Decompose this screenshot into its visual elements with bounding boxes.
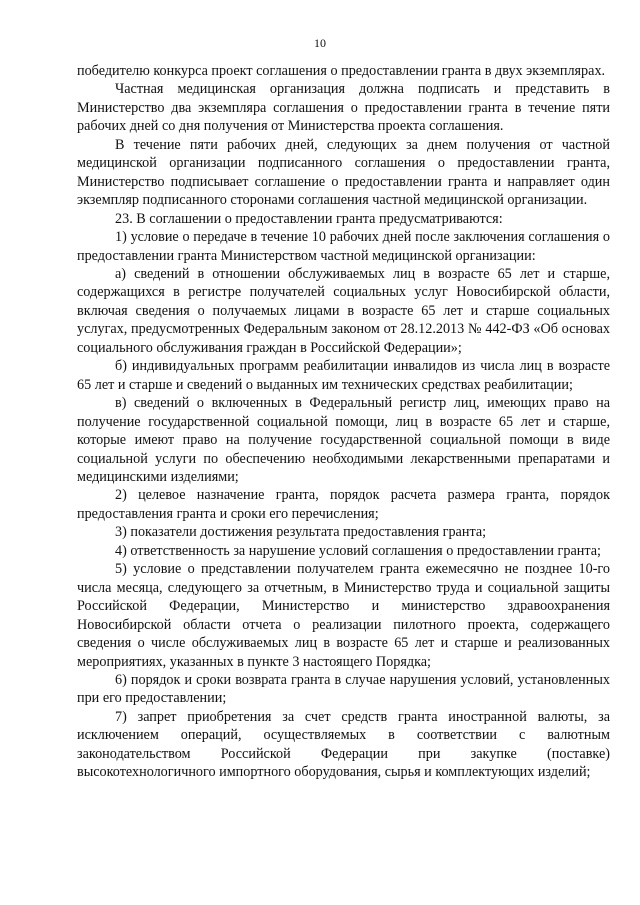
list-item: 2) целевое назначение гранта, порядок расчета размера гранта, порядок предоставления гранта и сроки его перечисления; [77,487,610,522]
page-number: 10 [314,36,326,50]
list-subitem: в) сведений о включенных в Федеральный регистр лиц, имеющих право на получение государственной социальной помощи, лиц в возрасте 65 лет и старше, которые имеют право на получение государственной социальной помощи в виде социальной услуги по обеспечению необходимыми лекарственными препаратами и медицинскими изделиями; [77,395,610,485]
list-item: 6) порядок и сроки возврата гранта в случае нарушения условий, установленных при его предоставлении; [77,671,610,707]
list-item: 7) запрет приобретения за счет средств гранта иностранной валюты, за исключением операций, осуществляемых в соответствии с валютным законодательством Российской Федерации при закупке (поставке) высокотехнологичного импортного оборудования, сырья и комплектующих изделий; [77,708,610,781]
paragraph: победителю конкурса проект соглашения о предоставлении гранта в двух экземплярах. [77,63,606,79]
list-item: 4) ответственность за нарушение условий соглашения о предоставлении гранта; [115,542,601,559]
list-item: 3) показатели достижения результата предоставления гранта; [115,524,487,541]
list-subitem: б) индивидуальных программ реабилитации инвалидов из числа лиц в возрасте 65 лет и старше и сведений о выданных им технических средствах реабилитации; [77,358,610,393]
document-body [77,62,610,782]
paragraph: Частная медицинская организация должна подписать и представить в Министерство два экземпляра соглашения о предоставлении гранта в течение пяти рабочих дней со дня получения от Министерства проекта соглашения. [77,81,610,135]
list-item: 5) условие о представлении получателем гранта ежемесячно не позднее 10-го числа месяца, следующего за отчетным, в Министерство труда и социальной защиты Российской Федерации, Министерство и министерство здравоохранения Новосибирской области отчета о реализации пилотного проекта, содержащего сведения о числе обслуживаемых лиц в возрасте 65 лет и старше и реализованных мероприятиях, указанных в пункте 3 настоящего Порядка; [77,561,610,670]
section-heading: 23. В соглашении о предоставлении гранта предусматриваются: [115,210,503,227]
list-subitem: а) сведений в отношении обслуживаемых лиц в возрасте 65 лет и старше, содержащихся в регистре получателей социальных услуг Новосибирской области, включая сведения о получаемых лицами в возрасте 65 лет и старше социальных услугах, предусмотренных Федеральным законом от 28.12.2013 № 442-ФЗ «Об основах социального обслуживания граждан в Российской Федерации»; [77,265,610,356]
list-item: 1) условие о передаче в течение 10 рабочих дней после заключения соглашения о предоставлении гранта Министерством частной медицинской организации: [77,229,610,264]
paragraph: В течение пяти рабочих дней, следующих за днем получения от частной медицинской организации подписанного соглашения о предоставлении гранта, Министерство подписывает соглашение о предоставлении гранта и направляет один экземпляр подписанного сторонами соглашения частной медицинской организации. [77,136,610,209]
